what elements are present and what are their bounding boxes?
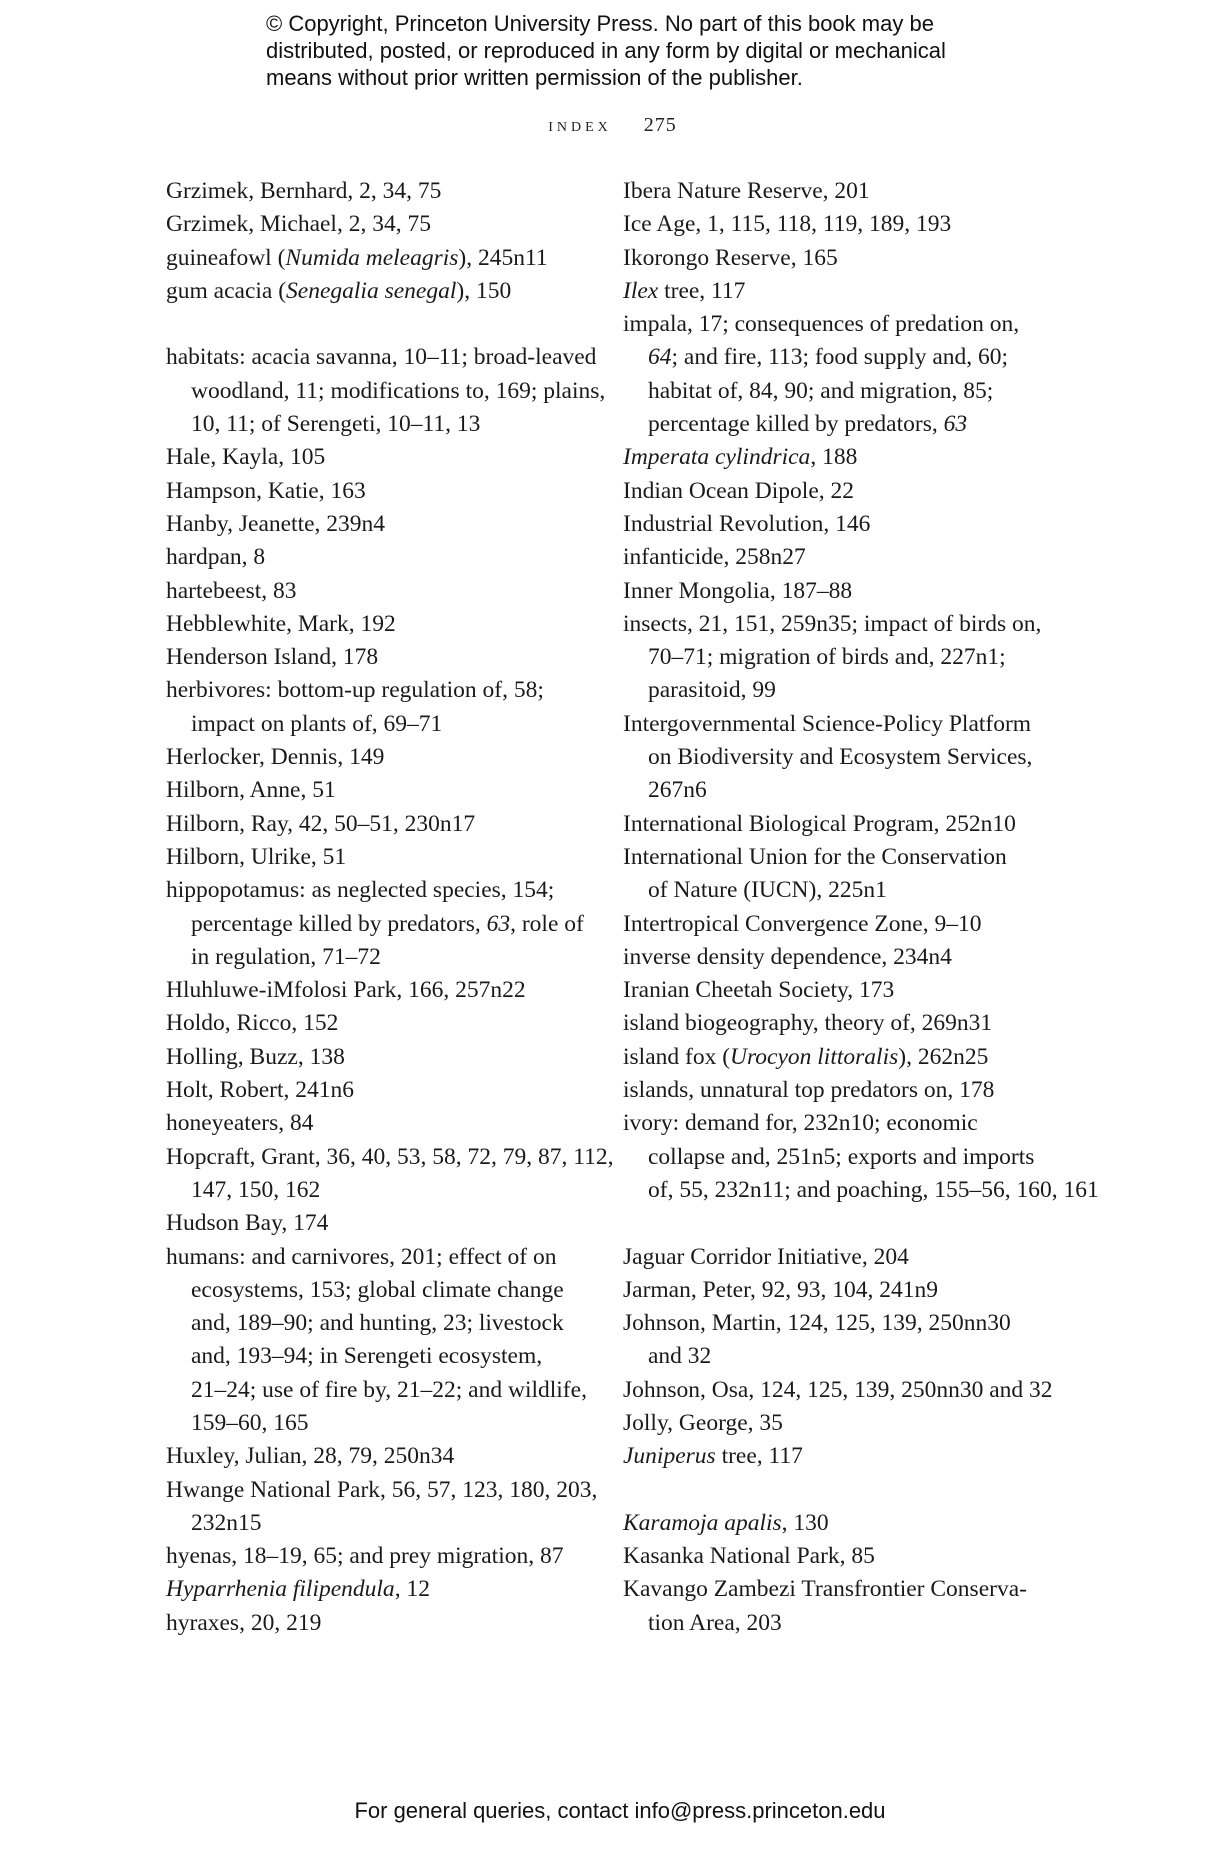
index-entry: Hampson, Katie, 163 bbox=[166, 477, 366, 504]
index-entry: guineafowl (Numida meleagris), 245n11 bbox=[166, 244, 548, 271]
index-entry: Hilborn, Ray, 42, 50–51, 230n17 bbox=[166, 810, 476, 837]
index-entry: Holling, Buzz, 138 bbox=[166, 1043, 345, 1070]
index-entry: Grzimek, Bernhard, 2, 34, 75 bbox=[166, 178, 442, 204]
index-entry: Hilborn, Ulrike, 51 bbox=[166, 843, 347, 870]
index-entry: Grzimek, Michael, 2, 34, 75 bbox=[166, 211, 431, 238]
index-entry: Hwange National Park, 56, 57, 123, 180, 203, 232n15 bbox=[166, 1476, 598, 1536]
index-entry: Hebblewhite, Mark, 192 bbox=[166, 610, 396, 637]
index-entry: Hudson Bay, 174 bbox=[166, 1210, 329, 1237]
index-entry: International Biological Program, 252n10 bbox=[623, 810, 1016, 837]
index-entry: inverse density dependence, 234n4 bbox=[623, 943, 952, 970]
index-entry: Iranian Cheetah Society, 173 bbox=[623, 977, 895, 1004]
index-entry: Jolly, George, 35 bbox=[623, 1409, 783, 1436]
index-letter-gap bbox=[623, 1474, 1063, 1507]
index-entry: Johnson, Osa, 124, 125, 139, 250nn30 and 32 bbox=[623, 1376, 1053, 1403]
index-entry: Kavango Zambezi Transfrontier Conserva- tion Area, 203 bbox=[623, 1576, 1027, 1636]
index-entry: humans: and carnivores, 201; effect of on ecosystems, 153; global climate change and, 189–90; and hunting, 23; livestock and, 193–94; in Serengeti ecosystem, 21–24; use of fire by, 21–22; and wildlife, 159–60, 165 bbox=[166, 1243, 587, 1436]
index-entry: Jarman, Peter, 92, 93, 104, 241n9 bbox=[623, 1276, 938, 1303]
index-entry: honeyeaters, 84 bbox=[166, 1110, 314, 1137]
index-entry: islands, unnatural top predators on, 178 bbox=[623, 1077, 995, 1104]
index-entry: Ice Age, 1, 115, 118, 119, 189, 193 bbox=[623, 211, 952, 238]
index-column-left bbox=[166, 175, 614, 1640]
index-entry: International Union for the Conservation of Nature (IUCN), 225n1 bbox=[623, 843, 1007, 904]
index-entry: impala, 17; consequences of predation on, 64; and fire, 113; food supply and, 60; habitat of, 84, 90; and migration, 85; percentage killed by predators, 63 bbox=[623, 311, 1020, 438]
index-entry: Huxley, Julian, 28, 79, 250n34 bbox=[166, 1443, 455, 1470]
index-entry: ivory: demand for, 232n10; economic collapse and, 251n5; exports and imports of, 55, 232n11; and poaching, 155–56, 160, 161 bbox=[623, 1110, 1099, 1203]
index-entry: hardpan, 8 bbox=[166, 544, 266, 571]
index-entry: Herlocker, Dennis, 149 bbox=[166, 744, 385, 771]
index-entry: Holdo, Ricco, 152 bbox=[166, 1010, 339, 1037]
index-entry: Hale, Kayla, 105 bbox=[166, 444, 326, 471]
index-letter-gap bbox=[623, 1207, 1063, 1240]
running-head-label: index bbox=[548, 114, 612, 136]
index-entry: Johnson, Martin, 124, 125, 139, 250nn30 and 32 bbox=[623, 1310, 1011, 1370]
copyright-line: © Copyright, Princeton University Press. No part of this book may be bbox=[266, 11, 934, 36]
index-entry: Holt, Robert, 241n6 bbox=[166, 1077, 354, 1104]
index-entry: hyraxes, 20, 219 bbox=[166, 1609, 322, 1636]
index-entry: gum acacia (Senegalia senegal), 150 bbox=[166, 277, 512, 304]
footer-contact: For general queries, contact info@press.princeton.edu bbox=[354, 1798, 886, 1823]
index-entry: Industrial Revolution, 146 bbox=[623, 510, 871, 537]
index-entry: Hyparrhenia filipendula, 12 bbox=[166, 1576, 430, 1603]
page-number: 275 bbox=[643, 114, 677, 136]
copyright-line: distributed, posted, or reproduced in any form by digital or mechanical bbox=[266, 38, 946, 63]
index-entry: Hilborn, Anne, 51 bbox=[166, 777, 336, 804]
index-entry: hippopotamus: as neglected species, 154; percentage killed by predators, 63, role of in regulation, 71–72 bbox=[166, 877, 584, 970]
index-entry: Ibera Nature Reserve, 201 bbox=[623, 178, 870, 204]
index-entry: infanticide, 258n27 bbox=[623, 544, 806, 571]
index-entry: Intergovernmental Science-Policy Platform on Biodiversity and Ecosystem Services, 267n6 bbox=[623, 710, 1033, 804]
index-entry: Hopcraft, Grant, 36, 40, 53, 58, 72, 79, 87, 112, 147, 150, 162 bbox=[166, 1143, 614, 1203]
copyright-notice bbox=[266, 10, 1026, 91]
running-head bbox=[0, 114, 1225, 137]
index-entry: Karamoja apalis, 130 bbox=[623, 1509, 829, 1536]
index-entry: hyenas, 18–19, 65; and prey migration, 87 bbox=[166, 1543, 564, 1570]
index-entry: Inner Mongolia, 187–88 bbox=[623, 577, 853, 604]
index-entry: Hanby, Jeanette, 239n4 bbox=[166, 510, 386, 537]
index-entry: island fox (Urocyon littoralis), 262n25 bbox=[623, 1043, 989, 1070]
index-entry: Ilex tree, 117 bbox=[623, 277, 746, 304]
copyright-line: means without prior written permission of the publisher. bbox=[266, 65, 803, 90]
index-entry: insects, 21, 151, 259n35; impact of birds on, 70–71; migration of birds and, 227n1; parasitoid, 99 bbox=[623, 610, 1042, 704]
index-entry: island biogeography, theory of, 269n31 bbox=[623, 1010, 993, 1037]
index-entry: Hluhluwe-iMfolosi Park, 166, 257n22 bbox=[166, 977, 526, 1004]
index-entry: Juniperus tree, 117 bbox=[623, 1443, 803, 1470]
index-entry: Indian Ocean Dipole, 22 bbox=[623, 477, 855, 504]
index-entry: habitats: acacia savanna, 10–11; broad-leaved woodland, 11; modifications to, 169; plains, 10, 11; of Serengeti, 10–11, 13 bbox=[166, 344, 606, 438]
index-entry: Henderson Island, 178 bbox=[166, 644, 379, 671]
index-letter-gap bbox=[166, 308, 596, 341]
index-entry: hartebeest, 83 bbox=[166, 577, 297, 604]
index-entry: Jaguar Corridor Initiative, 204 bbox=[623, 1243, 909, 1270]
index-column-right bbox=[623, 175, 1099, 1640]
index-entry: Imperata cylindrica, 188 bbox=[623, 444, 858, 471]
index-entry: herbivores: bottom-up regulation of, 58; impact on plants of, 69–71 bbox=[166, 677, 544, 737]
index-entry: Intertropical Convergence Zone, 9–10 bbox=[623, 910, 982, 937]
index-entry: Kasanka National Park, 85 bbox=[623, 1543, 875, 1570]
index-entry: Ikorongo Reserve, 165 bbox=[623, 244, 838, 271]
